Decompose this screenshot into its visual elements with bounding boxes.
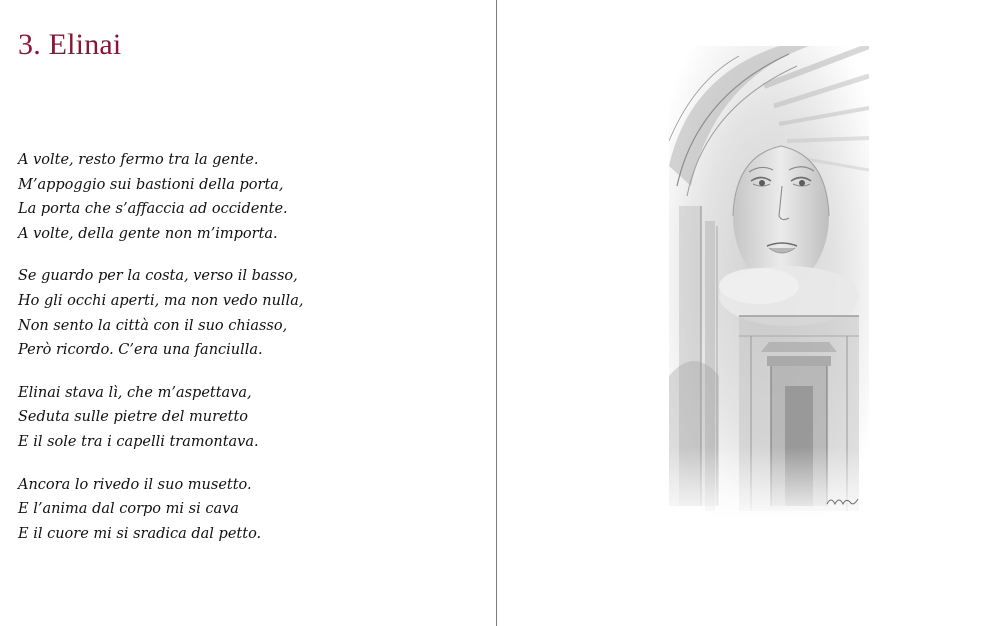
- poem-stanza-3: [18, 381, 478, 455]
- poem-line: Ho gli occhi aperti, ma non vedo nulla,: [18, 292, 304, 309]
- poem: [18, 148, 478, 564]
- page-gutter-line: [496, 0, 497, 626]
- poem-line: A volte, resto fermo tra la gente.: [18, 152, 259, 168]
- poem-line: Però ricordo. C’era una fanciulla.: [18, 342, 263, 359]
- pencil-illustration: [669, 46, 869, 518]
- poem-stanza-4: [18, 473, 478, 547]
- poem-line: A volte, della gente non m’importa.: [18, 225, 278, 242]
- poem-line: La porta che s’affaccia ad occidente.: [18, 201, 288, 218]
- chapter-title: 3. Elinai: [18, 28, 122, 61]
- poem-line: Elinai stava lì, che m’aspettava,: [18, 384, 252, 401]
- poem-line: E il sole tra i capelli tramontava.: [18, 433, 259, 450]
- poem-stanza-2: [18, 264, 478, 362]
- poem-line: Non sento la città con il suo chiasso,: [18, 317, 288, 334]
- right-page: [498, 0, 994, 626]
- poem-line: M’appoggio sui bastioni della porta,: [18, 176, 284, 193]
- poem-line: E l’anima dal corpo mi si cava: [18, 501, 239, 518]
- poem-stanza-1: [18, 148, 478, 246]
- poem-line: Ancora lo rivedo il suo musetto.: [18, 476, 252, 493]
- poem-line: Seduta sulle pietre del muretto: [18, 409, 249, 426]
- poem-line: E il cuore mi si sradica dal petto.: [18, 525, 262, 542]
- face-and-architecture-drawing: [669, 46, 869, 518]
- poem-line: Se guardo per la costa, verso il basso,: [18, 268, 298, 285]
